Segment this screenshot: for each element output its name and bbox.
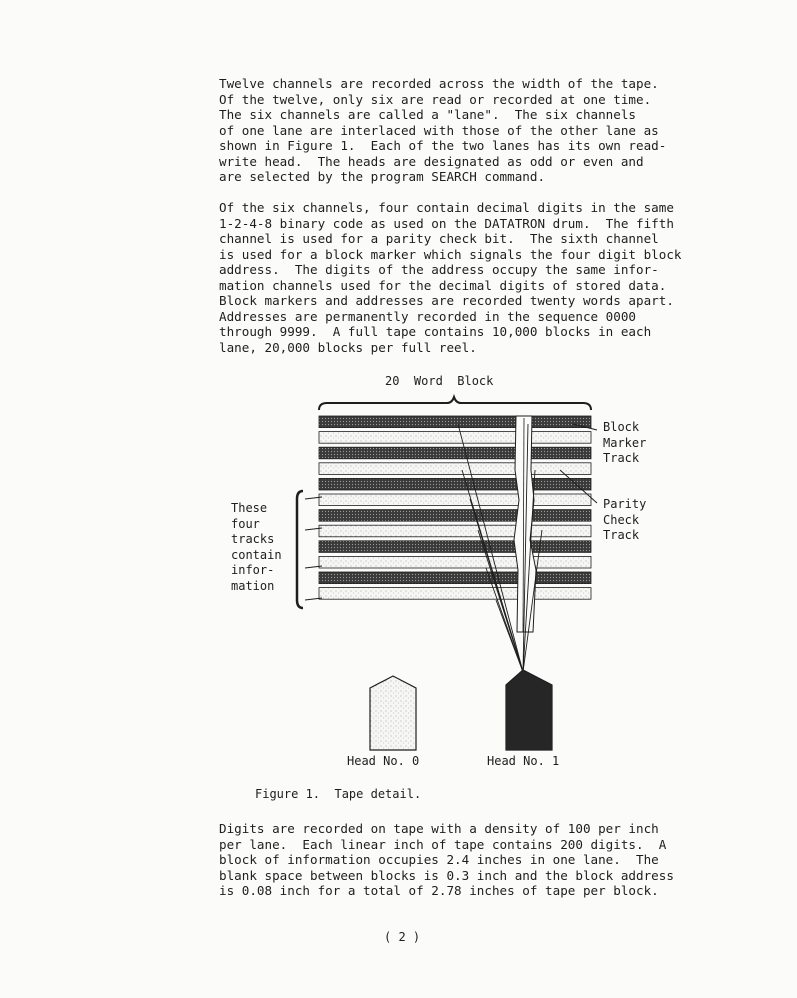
head-1-shape bbox=[506, 670, 552, 750]
paragraph-density: Digits are recorded on tape with a density of 100 per inch per lane. Each linear inch of tape contains 200 digits. A block of information occupies 2.4 inches in one lane. The blank space between blocks is 0.3 inch and the block address is 0.08 inch for a total of 2.78 inches of tape per block. bbox=[219, 821, 674, 898]
block-brace bbox=[319, 397, 591, 410]
tape-track bbox=[319, 478, 591, 490]
tape-track bbox=[319, 463, 591, 475]
paragraph-channels: Twelve channels are recorded across the width of the tape. Of the twelve, only six are read or recorded at one time. The six channels are called a "lane". The six channels of one lane are interlaced with those of the other lane as shown in Figure 1. Each of the two lanes has its own read- write head. The heads are designated as odd or even and are selected by the program SEARCH command. bbox=[219, 76, 667, 184]
block-label: 20 Word Block bbox=[385, 374, 494, 388]
tape-track bbox=[319, 510, 591, 522]
tape-track bbox=[319, 556, 591, 568]
tape-track bbox=[319, 541, 591, 553]
info-brace bbox=[297, 491, 303, 608]
head-0-shape bbox=[370, 676, 416, 750]
figure-caption: Figure 1. Tape detail. bbox=[255, 787, 422, 801]
info-tracks-label: These four tracks contain infor- mation bbox=[231, 501, 282, 593]
tape-track bbox=[319, 572, 591, 584]
tape-tracks bbox=[319, 416, 591, 599]
tape-track bbox=[319, 416, 591, 428]
tape-track bbox=[319, 447, 591, 459]
page-number: ( 2 ) bbox=[384, 930, 421, 944]
paragraph-six-channels: Of the six channels, four contain decimal digits in the same 1-2-4-8 binary code as used on the DATATRON drum. The fifth channel is used for a parity check bit. The sixth channel is used for a block marker which signals the four digit block address. The digits of the address occupy the same infor- mation channels used for the decimal digits of stored data. Block markers and addresses are recorded twenty words apart. Addresses are permanently recorded in the sequence 0000 through 9999. A full tape contains 10,000 blocks in each lane, 20,000 blocks per full reel. bbox=[219, 200, 682, 355]
tape-track bbox=[319, 588, 591, 600]
tape-track bbox=[319, 525, 591, 537]
block-marker-label: Block Marker Track bbox=[603, 420, 647, 465]
head-1-label: Head No. 1 bbox=[487, 754, 560, 768]
parity-check-label: Parity Check Track bbox=[603, 497, 647, 542]
tape-track bbox=[319, 494, 591, 506]
tape-track bbox=[319, 432, 591, 444]
head-0-label: Head No. 0 bbox=[347, 754, 420, 768]
